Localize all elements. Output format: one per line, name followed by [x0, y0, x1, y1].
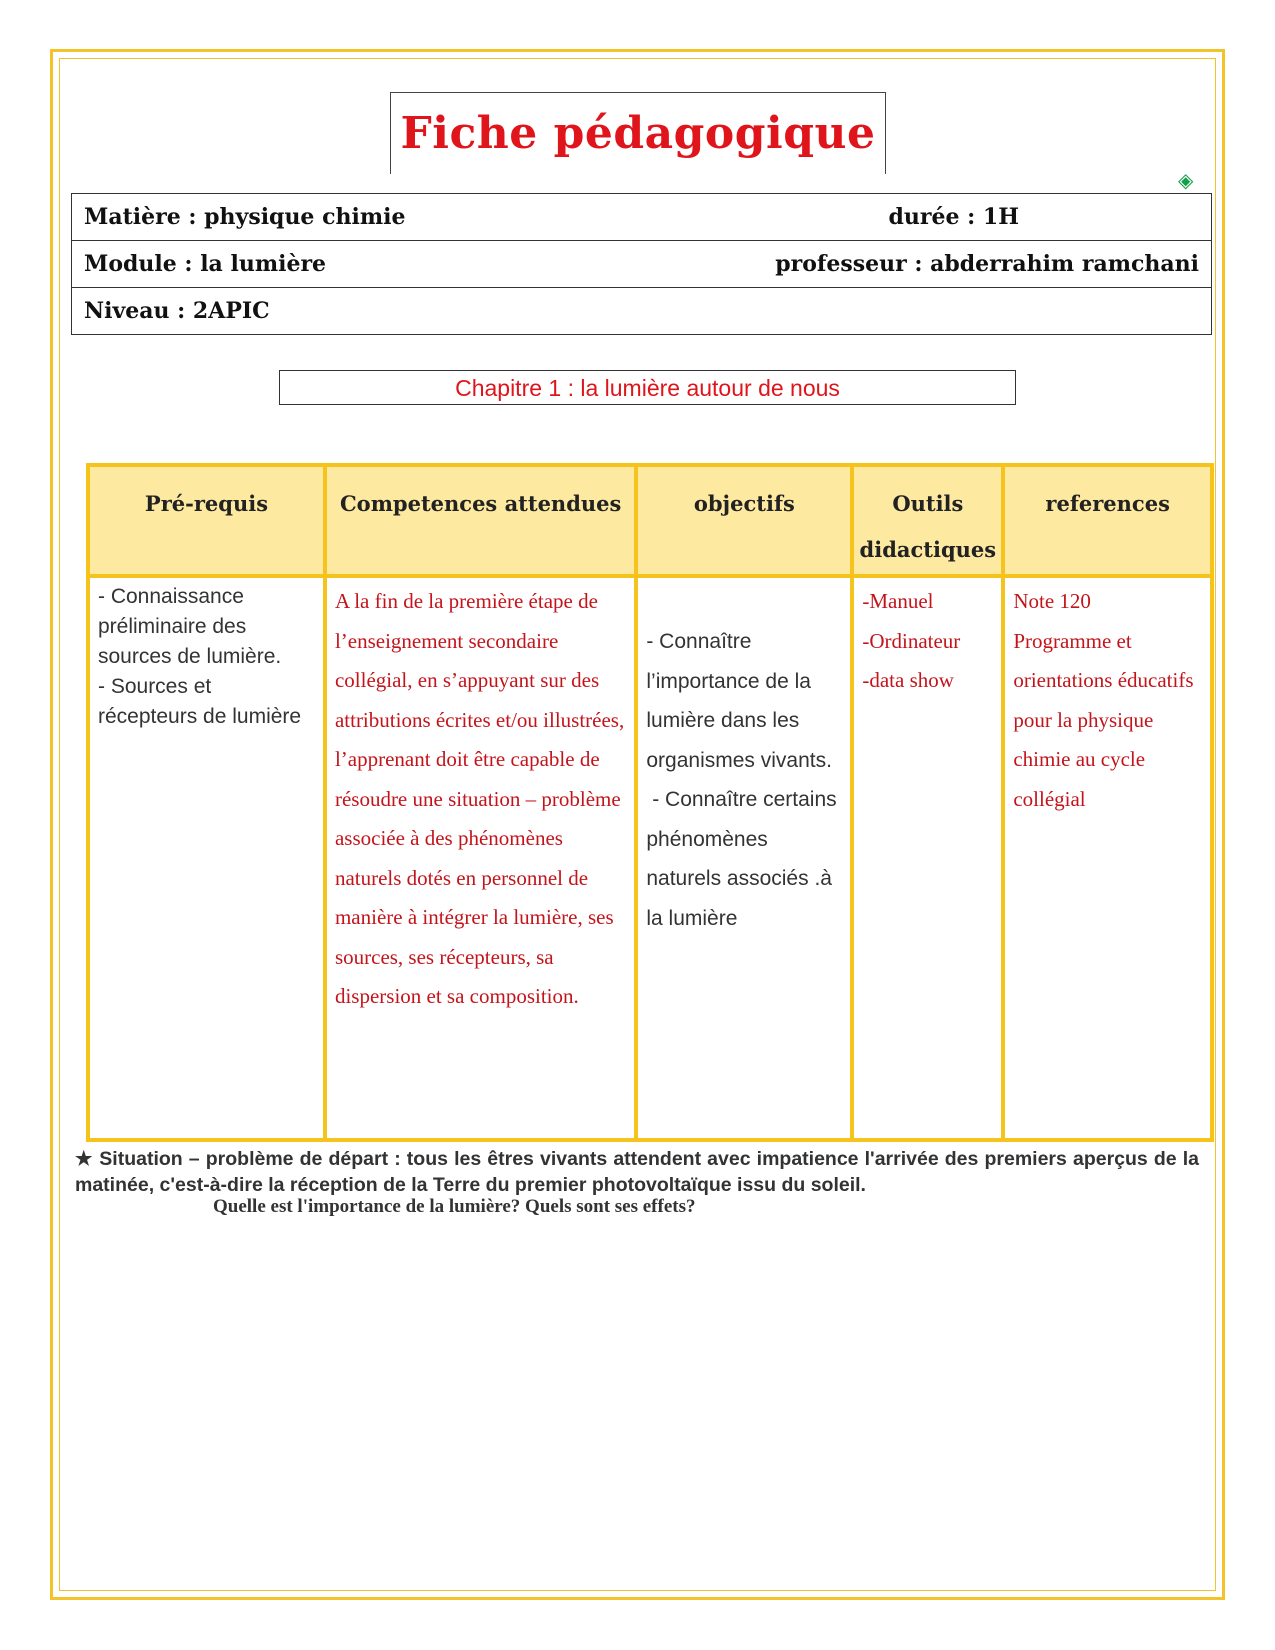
header-references: references: [1003, 465, 1212, 576]
star-icon: ★: [75, 1148, 94, 1170]
outil-item: -Ordinateur: [862, 628, 961, 653]
duree-field: durée : 1H: [888, 204, 1019, 230]
outils-cell: [852, 576, 1003, 1140]
page-title: Fiche pédagogique: [400, 108, 876, 159]
table-header-row: [88, 465, 1212, 576]
objectif-item: - Connaître l’importance de la lumière dans les organismes vivants.: [646, 630, 832, 772]
module-field: Module : la lumière: [84, 251, 327, 277]
lesson-table: [86, 463, 1214, 1142]
title-box: [390, 92, 886, 174]
prerequis-cell: [88, 576, 325, 1140]
reference-item: Programme et orientations éducatifs pour la physique chimie au cycle collégial: [1013, 628, 1194, 811]
objectifs-cell: [636, 576, 852, 1140]
info-row-module: [72, 241, 1212, 288]
green-diamond-icon: ◈: [1178, 168, 1194, 192]
competences-text: A la fin de la première étape de l’enseignement secondaire collégial, en s’appuyant sur des attributions écrites et/ou illustrées, l’apprenant doit être capable de résoudre une situation – problème associée à des phénomènes naturels dotés en personnel de manière à intégrer la lumière, ses sources, ses récepteurs, sa dispersion et sa composition.: [334, 589, 625, 1008]
header-outils: Outils didactiques: [852, 465, 1003, 576]
info-row-matiere: [72, 194, 1212, 241]
chapter-title: Chapitre 1 : la lumière autour de nous: [279, 370, 1016, 405]
niveau-field: Niveau : 2APIC: [84, 298, 270, 324]
professeur-field: professeur : abderrahim ramchani: [775, 251, 1199, 277]
reference-item: Note 120: [1013, 589, 1091, 613]
outil-item: -data show: [862, 668, 954, 692]
prerequis-item: - Connaissance préliminaire des sources de lumière.: [98, 585, 282, 668]
header-objectifs: objectifs: [636, 465, 852, 576]
objectif-item: - Connaître certains phénomènes naturels associés .à la lumière: [646, 788, 843, 930]
info-table: [71, 193, 1212, 335]
situation-paragraph: [75, 1146, 1199, 1198]
competences-cell: [325, 576, 636, 1140]
situation-text: Situation – problème de départ : tous les êtres vivants attendent avec impatience l'arrivée des premiers aperçus de la matinée, c'est-à-dire la réception de la Terre du premier photovoltaïque issu du soleil.: [75, 1148, 1199, 1196]
prerequis-item: - Sources et récepteurs de lumière: [98, 675, 302, 728]
situation-question: Quelle est l'importance de la lumière? Quels sont ses effets?: [213, 1196, 696, 1217]
outil-item: -Manuel: [862, 589, 934, 613]
matiere-field: Matière : physique chimie: [84, 204, 406, 230]
table-row: [88, 576, 1212, 1140]
references-cell: [1003, 576, 1212, 1140]
info-row-niveau: [72, 288, 1212, 335]
header-competences: Competences attendues: [325, 465, 636, 576]
header-prerequis: Pré-requis: [88, 465, 325, 576]
